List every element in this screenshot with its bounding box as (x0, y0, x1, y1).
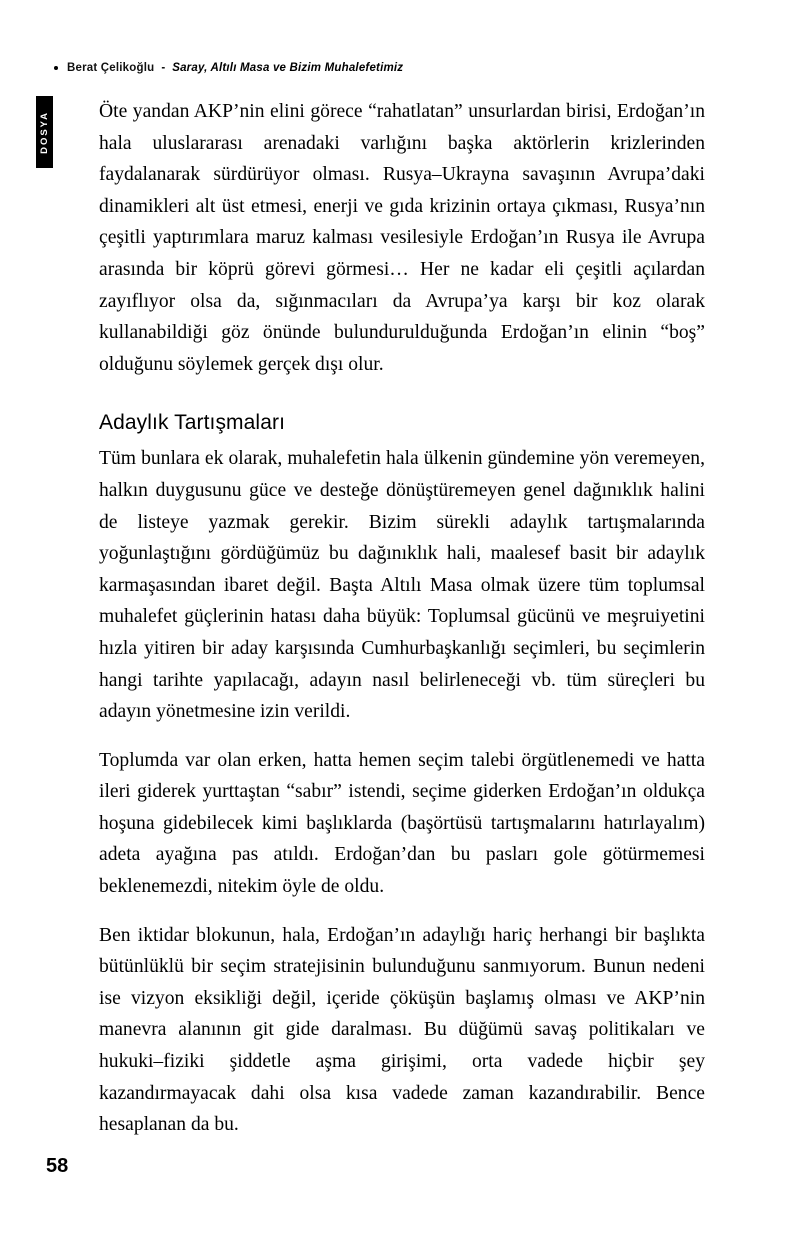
section-tab-label: DOSYA (39, 110, 50, 154)
header-separator: - (161, 62, 166, 74)
header-author: Berat Çelikoğlu (67, 62, 155, 74)
header-article-title: Saray, Altılı Masa ve Bizim Muhalefetimiz (172, 62, 404, 74)
body-text-column (99, 96, 705, 1141)
paragraph: Tüm bunlara ek olarak, muhalefetin hala ülkenin gündemine yön veremeyen, halkın duygusunu güce ve desteğe dönüştüremeyen genel dağınıklık halini de listeye yazmak gerekir. Bizim sürekli adaylık tartışmalarında yoğunlaştığını gördüğümüz bu dağınıklık hali, maalesef basit bir adaylık karmaşasından ibaret değil. Başta Altılı Masa olmak üzere tüm toplumsal muhalefet güçlerinin hatası daha büyük: Toplumsal gücünü ve meşruiyetini hızla yitiren bir aday karşısında Cumhurbaşkanlığı seçimleri, bu seçimlerin hangi tarihte yapılacağı, adayın nasıl belirleneceği vb. tüm süreçleri bu adayın yönetmesine izin verildi. (99, 448, 705, 723)
bullet-icon (54, 66, 58, 70)
paragraph: Öte yandan AKP’nin elini görece “rahatlatan” unsurlardan birisi, Erdoğan’ın hala uluslararası arenadaki varlığını başka aktörlerin krizlerinden faydalanarak sürdürüyor olması. Rusya–Ukrayna savaşının Avrupa’daki dinamikleri alt üst etmesi, enerji ve gıda krizinin ortaya çıkması, Rusya’nın çeşitli yaptırımlara maruz kalması vesilesiyle Erdoğan’ın Rusya ile Avrupa arasında bir köprü görevi görmesi… Her ne kadar eli çeşitli açılardan zayıflıyor olsa da, sığınmacıları da Avrupa’ya karşı bir koz olarak kullanabildiği göz önünde bulundurulduğunda Erdoğan’ın elinin “boş” olduğunu söylemek gerçek dışı olur. (99, 101, 705, 375)
running-header (54, 62, 734, 74)
section-tab (36, 96, 53, 168)
paragraph: Ben iktidar blokunun, hala, Erdoğan’ın adaylığı hariç herhangi bir başlıkta bütünlüklü bir seçim stratejisinin bulunduğunu sanmıyorum. Bunun nedeni ise vizyon eksikliği değil, içeride çöküşün başlamış olması ve AKP’nin manevra alanının git gide daralması. Bu düğümü savaş politikaları ve hukuki–fiziki şiddetle aşma girişimi, orta vadede hiçbir şey kazandırmayacak dahi olsa kısa vadede zaman kazandırabilir. Bence hesaplanan da bu. (99, 924, 705, 1136)
paragraph: Toplumda var olan erken, hatta hemen seçim talebi örgütlenemedi ve hatta ileri giderek yurttaştan “sabır” istendi, seçime giderken Erdoğan’ın oldukça hoşuna gidebilecek kimi başlıklarda (başörtüsü tartışmalarını hatırlayalım) adeta ayağına pas atıldı. Erdoğan’dan bu pasları gole götürmemesi beklenemezdi, nitekim öyle de oldu. (99, 749, 705, 898)
section-subheading: Adaylık Tartışmaları (99, 411, 286, 435)
page-number: 58 (46, 1155, 69, 1177)
